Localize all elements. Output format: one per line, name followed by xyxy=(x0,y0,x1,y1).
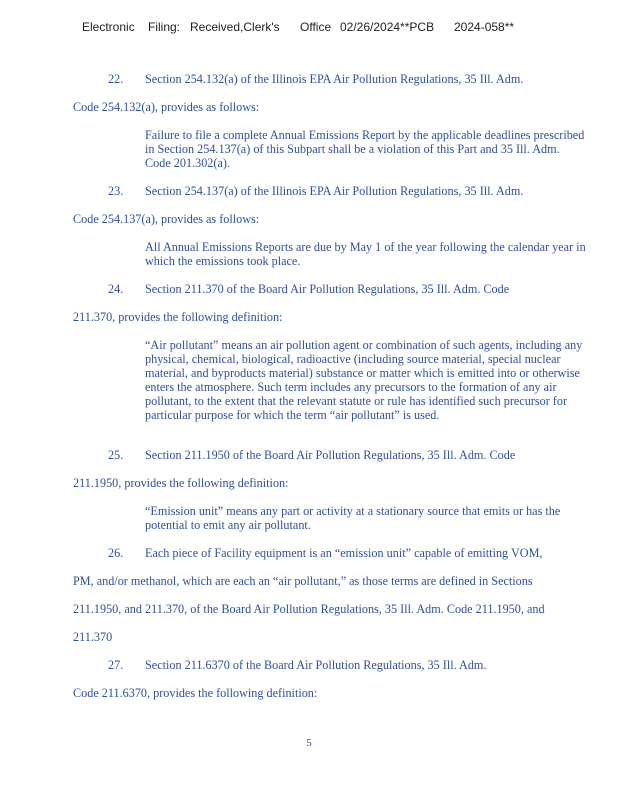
header-received: Received,Clerk's xyxy=(190,20,280,34)
paragraph-24-line-2: 211.370, provides the following definition: xyxy=(73,310,283,324)
paragraph-25-line-2: 211.1950, provides the following definition: xyxy=(73,476,289,490)
paragraph-26-line-1 xyxy=(108,546,542,560)
paragraph-22-quote: Failure to file a complete Annual Emissions Report by the applicable deadlines prescribed in Section 254.137(a) of this Subpart shall be a violation of this Part and 35 Ill. Adm. Code 201.302(a). xyxy=(145,128,585,170)
paragraph-26-line-4: 211.370 xyxy=(73,630,113,644)
paragraph-23-line-2: Code 254.137(a), provides as follows: xyxy=(73,212,260,226)
header-electronic: Electronic xyxy=(82,20,135,34)
paragraph-23-line-1 xyxy=(108,184,523,198)
paragraph-26-line-3: 211.1950, and 211.370, of the Board Air Pollution Regulations, 35 Ill. Adm. Code 211.1950, and xyxy=(73,602,545,616)
paragraph-number: 26. xyxy=(108,546,124,560)
paragraph-27-line-2: Code 211.6370, provides the following definition: xyxy=(73,686,318,700)
paragraph-22-line-2: Code 254.132(a), provides as follows: xyxy=(73,100,260,114)
paragraph-27-line-1 xyxy=(108,658,486,672)
paragraph-23-quote: All Annual Emissions Reports are due by May 1 of the year following the calendar year in which the emissions took place. xyxy=(145,240,586,268)
paragraph-text: Section 211.370 of the Board Air Pollution Regulations, 35 Ill. Adm. Code xyxy=(145,282,510,296)
paragraph-24-line-1 xyxy=(108,282,509,296)
header-office: Office xyxy=(300,20,332,34)
paragraph-number: 25. xyxy=(108,448,124,462)
paragraph-24-quote: “Air pollutant” means an air pollution agent or combination of such agents, including any physical, chemical, biological, radioactive (including source material, special nuclear material, and byproducts material) substance or matter which is emitted into or otherwise enters the atmosphere. Such term includes any precursors to the formation of any air pollutant, to the extent that the relevant statute or rule has identified such precursor for particular purpose for which the term “air pollutant” is used. xyxy=(145,338,583,422)
paragraph-text: Section 254.137(a) of the Illinois EPA Air Pollution Regulations, 35 Ill. Adm. xyxy=(145,184,524,198)
paragraph-text: Section 254.132(a) of the Illinois EPA Air Pollution Regulations, 35 Ill. Adm. xyxy=(145,72,524,86)
paragraph-26-line-2: PM, and/or methanol, which are each an “air pollutant,” as those terms are defined in Sections xyxy=(73,574,533,588)
filing-header xyxy=(82,20,514,34)
paragraph-text: Each piece of Facility equipment is an “emission unit” capable of emitting VOM, xyxy=(145,546,543,560)
paragraph-text: Section 211.1950 of the Board Air Pollution Regulations, 35 Ill. Adm. Code xyxy=(145,448,516,462)
paragraph-22-line-1 xyxy=(108,72,523,86)
paragraph-25-quote: “Emission unit” means any part or activity at a stationary source that emits or has the potential to emit any air pollutant. xyxy=(145,504,561,532)
paragraph-number: 27. xyxy=(108,658,124,672)
header-case-number: 2024-058** xyxy=(454,20,515,34)
paragraph-number: 22. xyxy=(108,72,124,86)
header-filing: Filing: xyxy=(148,20,181,34)
paragraph-number: 23. xyxy=(108,184,124,198)
paragraph-25-line-1 xyxy=(108,448,515,462)
paragraph-number: 24. xyxy=(108,282,124,296)
header-date: 02/26/2024**PCB xyxy=(340,20,435,34)
page-number: 5 xyxy=(306,737,312,749)
paragraph-text: Section 211.6370 of the Board Air Pollution Regulations, 35 Ill. Adm. xyxy=(145,658,487,672)
